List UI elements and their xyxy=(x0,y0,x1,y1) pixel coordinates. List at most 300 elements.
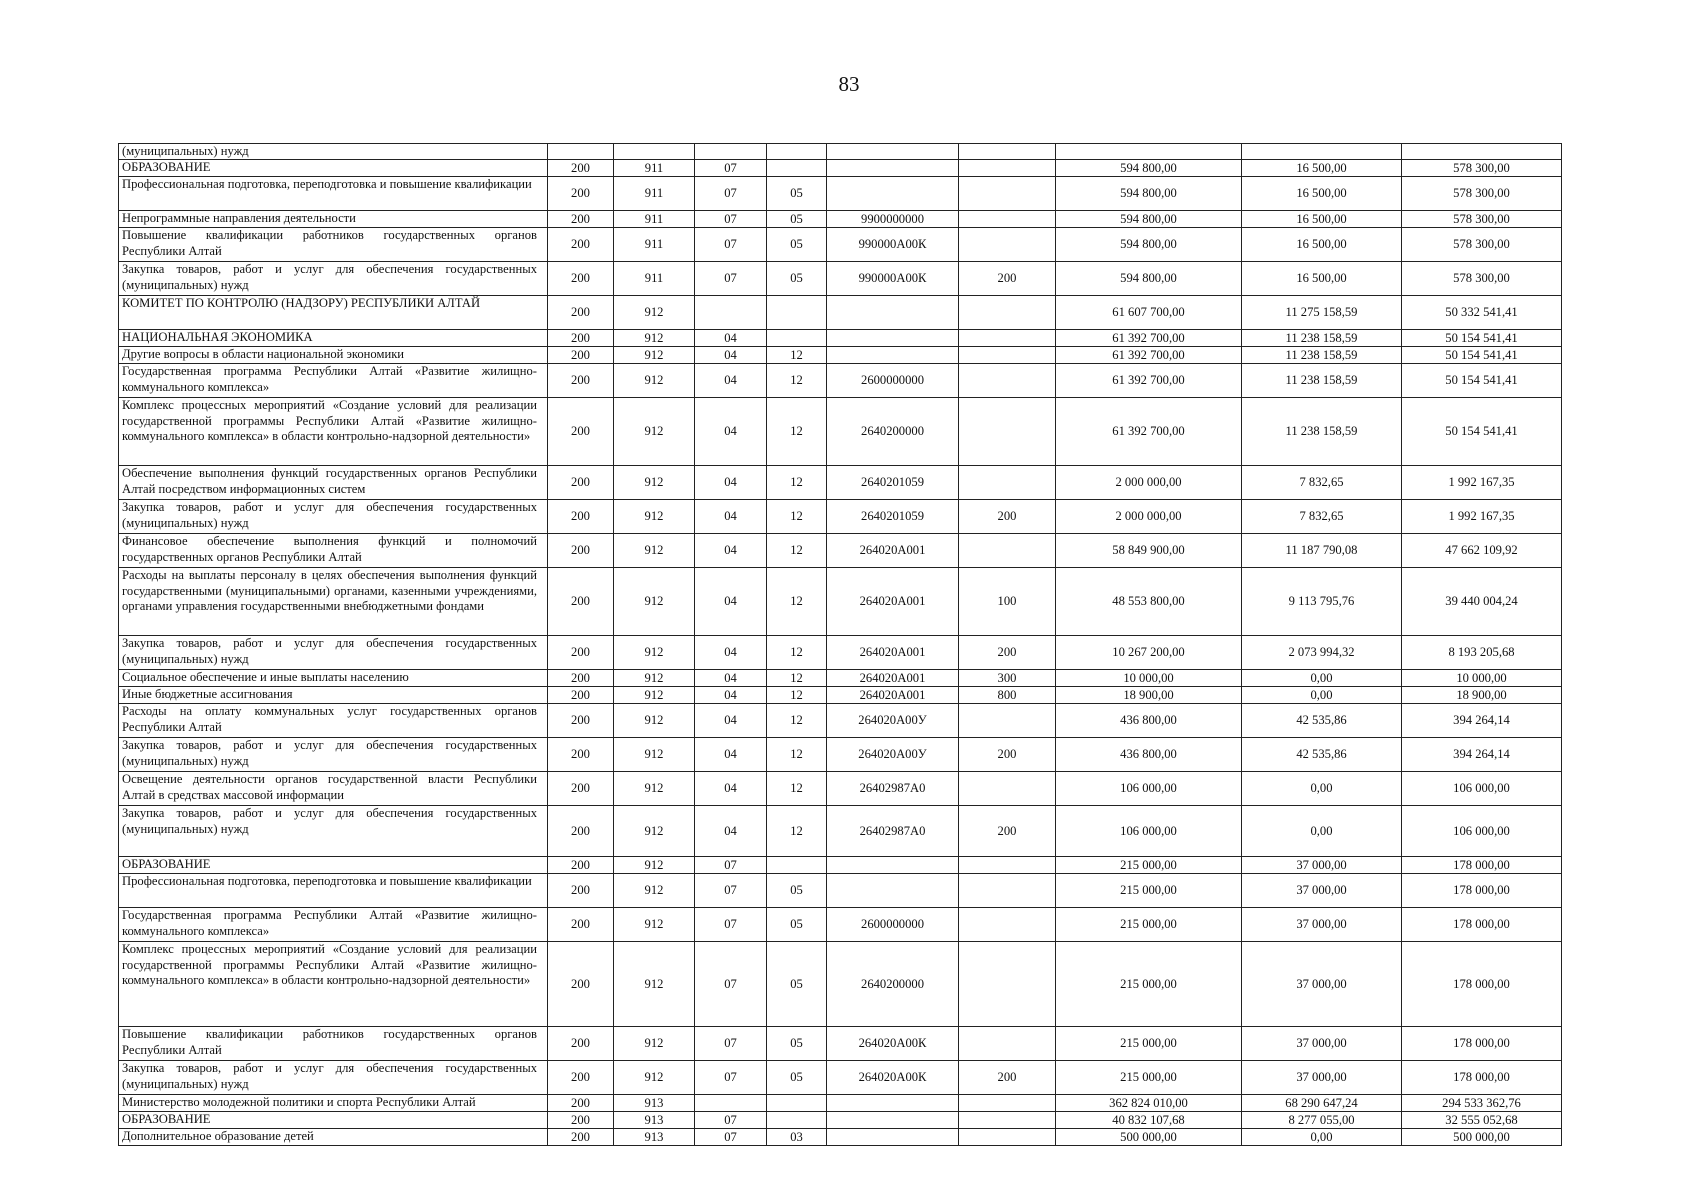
target-article-cell: 264020А001 xyxy=(827,534,959,568)
expense-type-cell xyxy=(959,704,1056,738)
remaining-amount-cell: 47 662 109,92 xyxy=(1402,534,1562,568)
row-name: Расходы на выплаты персоналу в целях обеспечения выполнения функций государственными (муниципальными) органами, казенными учреждениями, органами управления государственными внебюджетными фондами xyxy=(119,568,548,636)
executed-amount-cell: 37 000,00 xyxy=(1242,942,1402,1027)
approved-amount-cell: 215 000,00 xyxy=(1056,1061,1242,1095)
subsection-code-cell: 05 xyxy=(767,1027,827,1061)
grbs-code-cell: 912 xyxy=(614,857,695,874)
rz-code-cell: 200 xyxy=(548,874,614,908)
subsection-code-cell xyxy=(767,144,827,160)
table-row xyxy=(119,211,1562,228)
grbs-code-cell: 913 xyxy=(614,1112,695,1129)
executed-amount-cell: 37 000,00 xyxy=(1242,874,1402,908)
executed-amount-cell: 11 238 158,59 xyxy=(1242,330,1402,347)
remaining-amount-cell: 178 000,00 xyxy=(1402,1027,1562,1061)
subsection-code-cell: 05 xyxy=(767,1061,827,1095)
subsection-code-cell xyxy=(767,160,827,177)
subsection-code-cell xyxy=(767,330,827,347)
remaining-amount-cell: 178 000,00 xyxy=(1402,874,1562,908)
table-row xyxy=(119,330,1562,347)
subsection-code-cell: 12 xyxy=(767,364,827,398)
approved-amount-cell: 215 000,00 xyxy=(1056,942,1242,1027)
row-name: Дополнительное образование детей xyxy=(119,1129,548,1146)
table-row xyxy=(119,874,1562,908)
section-code-cell xyxy=(695,144,767,160)
table-row xyxy=(119,1112,1562,1129)
row-name: Закупка товаров, работ и услуг для обеспечения государственных (муниципальных) нужд xyxy=(119,500,548,534)
row-name: (муниципальных) нужд xyxy=(119,144,548,160)
table-row xyxy=(119,534,1562,568)
subsection-code-cell: 05 xyxy=(767,874,827,908)
section-code-cell: 04 xyxy=(695,670,767,687)
rz-code-cell: 200 xyxy=(548,1061,614,1095)
remaining-amount-cell: 394 264,14 xyxy=(1402,704,1562,738)
grbs-code-cell: 911 xyxy=(614,262,695,296)
expense-type-cell xyxy=(959,1129,1056,1146)
target-article-cell: 264020А00У xyxy=(827,704,959,738)
section-code-cell: 07 xyxy=(695,1112,767,1129)
grbs-code-cell: 912 xyxy=(614,806,695,857)
rz-code-cell: 200 xyxy=(548,211,614,228)
expense-type-cell xyxy=(959,144,1056,160)
target-article-cell xyxy=(827,347,959,364)
rz-code-cell: 200 xyxy=(548,1112,614,1129)
table-row xyxy=(119,568,1562,636)
row-name: ОБРАЗОВАНИЕ xyxy=(119,1112,548,1129)
grbs-code-cell: 912 xyxy=(614,330,695,347)
executed-amount-cell: 16 500,00 xyxy=(1242,262,1402,296)
target-article-cell: 264020А00К xyxy=(827,1027,959,1061)
rz-code-cell: 200 xyxy=(548,160,614,177)
rz-code-cell: 200 xyxy=(548,500,614,534)
executed-amount-cell: 0,00 xyxy=(1242,670,1402,687)
rz-code-cell: 200 xyxy=(548,330,614,347)
approved-amount-cell: 2 000 000,00 xyxy=(1056,466,1242,500)
section-code-cell: 07 xyxy=(695,228,767,262)
approved-amount-cell: 594 800,00 xyxy=(1056,228,1242,262)
grbs-code-cell: 912 xyxy=(614,942,695,1027)
executed-amount-cell: 11 238 158,59 xyxy=(1242,364,1402,398)
expense-type-cell xyxy=(959,228,1056,262)
grbs-code-cell: 912 xyxy=(614,636,695,670)
row-name: Обеспечение выполнения функций государственных органов Республики Алтай посредством информационных систем xyxy=(119,466,548,500)
section-code-cell: 07 xyxy=(695,874,767,908)
subsection-code-cell: 12 xyxy=(767,398,827,466)
subsection-code-cell: 12 xyxy=(767,738,827,772)
subsection-code-cell: 12 xyxy=(767,670,827,687)
remaining-amount-cell: 50 154 541,41 xyxy=(1402,364,1562,398)
section-code-cell xyxy=(695,296,767,330)
table-row xyxy=(119,177,1562,211)
target-article-cell xyxy=(827,160,959,177)
row-name: Государственная программа Республики Алтай «Развитие жилищно-коммунального комплекса» xyxy=(119,908,548,942)
approved-amount-cell: 215 000,00 xyxy=(1056,874,1242,908)
expense-type-cell xyxy=(959,364,1056,398)
remaining-amount-cell: 50 154 541,41 xyxy=(1402,330,1562,347)
target-article-cell: 2600000000 xyxy=(827,364,959,398)
expense-type-cell xyxy=(959,1027,1056,1061)
rz-code-cell: 200 xyxy=(548,908,614,942)
target-article-cell xyxy=(827,1095,959,1112)
rz-code-cell: 200 xyxy=(548,1129,614,1146)
approved-amount-cell: 215 000,00 xyxy=(1056,908,1242,942)
section-code-cell: 07 xyxy=(695,160,767,177)
table-row xyxy=(119,398,1562,466)
table-row xyxy=(119,466,1562,500)
remaining-amount-cell: 1 992 167,35 xyxy=(1402,500,1562,534)
target-article-cell: 264020А001 xyxy=(827,568,959,636)
grbs-code-cell: 912 xyxy=(614,347,695,364)
row-name: Другие вопросы в области национальной экономики xyxy=(119,347,548,364)
subsection-code-cell xyxy=(767,296,827,330)
rz-code-cell: 200 xyxy=(548,177,614,211)
expense-type-cell: 200 xyxy=(959,636,1056,670)
remaining-amount-cell: 1 992 167,35 xyxy=(1402,466,1562,500)
expense-type-cell: 200 xyxy=(959,738,1056,772)
target-article-cell: 990000А00К xyxy=(827,262,959,296)
grbs-code-cell: 912 xyxy=(614,364,695,398)
executed-amount-cell: 37 000,00 xyxy=(1242,1061,1402,1095)
subsection-code-cell: 12 xyxy=(767,636,827,670)
row-name: Повышение квалификации работников государственных органов Республики Алтай xyxy=(119,228,548,262)
target-article-cell: 2640201059 xyxy=(827,466,959,500)
target-article-cell xyxy=(827,1112,959,1129)
grbs-code-cell: 911 xyxy=(614,160,695,177)
executed-amount-cell: 42 535,86 xyxy=(1242,704,1402,738)
row-name: Комплекс процессных мероприятий «Создание условий для реализации государственной программы Республики Алтай «Развитие жилищно-коммунального комплекса» в области контрольно-надзорной деятельности» xyxy=(119,942,548,1027)
remaining-amount-cell: 39 440 004,24 xyxy=(1402,568,1562,636)
expense-type-cell xyxy=(959,398,1056,466)
section-code-cell: 07 xyxy=(695,1027,767,1061)
section-code-cell: 04 xyxy=(695,772,767,806)
executed-amount-cell: 2 073 994,32 xyxy=(1242,636,1402,670)
executed-amount-cell: 0,00 xyxy=(1242,687,1402,704)
rz-code-cell: 200 xyxy=(548,704,614,738)
subsection-code-cell: 12 xyxy=(767,347,827,364)
subsection-code-cell: 05 xyxy=(767,211,827,228)
approved-amount-cell: 61 392 700,00 xyxy=(1056,364,1242,398)
subsection-code-cell xyxy=(767,1095,827,1112)
table-row xyxy=(119,296,1562,330)
grbs-code-cell xyxy=(614,144,695,160)
subsection-code-cell: 12 xyxy=(767,534,827,568)
grbs-code-cell: 912 xyxy=(614,534,695,568)
target-article-cell: 26402987А0 xyxy=(827,772,959,806)
target-article-cell xyxy=(827,1129,959,1146)
remaining-amount-cell: 50 154 541,41 xyxy=(1402,347,1562,364)
row-name: Расходы на оплату коммунальных услуг государственных органов Республики Алтай xyxy=(119,704,548,738)
row-name: Повышение квалификации работников государственных органов Республики Алтай xyxy=(119,1027,548,1061)
expense-type-cell: 200 xyxy=(959,1061,1056,1095)
subsection-code-cell: 12 xyxy=(767,772,827,806)
subsection-code-cell: 05 xyxy=(767,228,827,262)
executed-amount-cell: 11 275 158,59 xyxy=(1242,296,1402,330)
remaining-amount-cell: 178 000,00 xyxy=(1402,942,1562,1027)
executed-amount-cell: 8 277 055,00 xyxy=(1242,1112,1402,1129)
rz-code-cell: 200 xyxy=(548,262,614,296)
rz-code-cell: 200 xyxy=(548,228,614,262)
target-article-cell: 2640201059 xyxy=(827,500,959,534)
section-code-cell: 04 xyxy=(695,466,767,500)
remaining-amount-cell: 394 264,14 xyxy=(1402,738,1562,772)
table-row xyxy=(119,636,1562,670)
row-name: Государственная программа Республики Алтай «Развитие жилищно-коммунального комплекса» xyxy=(119,364,548,398)
approved-amount-cell: 61 392 700,00 xyxy=(1056,398,1242,466)
approved-amount-cell: 18 900,00 xyxy=(1056,687,1242,704)
row-name: ОБРАЗОВАНИЕ xyxy=(119,160,548,177)
row-name: Освещение деятельности органов государственной власти Республики Алтай в средствах массовой информации xyxy=(119,772,548,806)
remaining-amount-cell: 32 555 052,68 xyxy=(1402,1112,1562,1129)
row-name: Профессиональная подготовка, переподготовка и повышение квалификации xyxy=(119,177,548,211)
expense-type-cell xyxy=(959,772,1056,806)
target-article-cell xyxy=(827,874,959,908)
grbs-code-cell: 912 xyxy=(614,908,695,942)
grbs-code-cell: 912 xyxy=(614,398,695,466)
grbs-code-cell: 912 xyxy=(614,500,695,534)
remaining-amount-cell: 578 300,00 xyxy=(1402,211,1562,228)
remaining-amount-cell: 178 000,00 xyxy=(1402,908,1562,942)
page-number: 83 xyxy=(838,72,860,96)
executed-amount-cell: 11 238 158,59 xyxy=(1242,347,1402,364)
rz-code-cell: 200 xyxy=(548,636,614,670)
executed-amount-cell: 11 187 790,08 xyxy=(1242,534,1402,568)
section-code-cell: 04 xyxy=(695,534,767,568)
grbs-code-cell: 911 xyxy=(614,228,695,262)
target-article-cell: 264020А001 xyxy=(827,670,959,687)
remaining-amount-cell: 294 533 362,76 xyxy=(1402,1095,1562,1112)
row-name: Закупка товаров, работ и услуг для обеспечения государственных (муниципальных) нужд xyxy=(119,738,548,772)
row-name: Закупка товаров, работ и услуг для обеспечения государственных (муниципальных) нужд xyxy=(119,262,548,296)
grbs-code-cell: 912 xyxy=(614,296,695,330)
approved-amount-cell: 106 000,00 xyxy=(1056,772,1242,806)
executed-amount-cell: 16 500,00 xyxy=(1242,177,1402,211)
rz-code-cell: 200 xyxy=(548,806,614,857)
target-article-cell xyxy=(827,144,959,160)
target-article-cell: 2640200000 xyxy=(827,942,959,1027)
target-article-cell: 26402987А0 xyxy=(827,806,959,857)
section-code-cell: 07 xyxy=(695,857,767,874)
expense-type-cell: 300 xyxy=(959,670,1056,687)
target-article-cell: 264020А001 xyxy=(827,636,959,670)
section-code-cell: 04 xyxy=(695,330,767,347)
row-name: Министерство молодежной политики и спорта Республики Алтай xyxy=(119,1095,548,1112)
target-article-cell: 2640200000 xyxy=(827,398,959,466)
table-row xyxy=(119,670,1562,687)
row-name: Закупка товаров, работ и услуг для обеспечения государственных (муниципальных) нужд xyxy=(119,1061,548,1095)
table-row xyxy=(119,262,1562,296)
remaining-amount-cell: 178 000,00 xyxy=(1402,1061,1562,1095)
executed-amount-cell: 16 500,00 xyxy=(1242,228,1402,262)
grbs-code-cell: 911 xyxy=(614,177,695,211)
remaining-amount-cell: 578 300,00 xyxy=(1402,262,1562,296)
row-name: КОМИТЕТ ПО КОНТРОЛЮ (НАДЗОРУ) РЕСПУБЛИКИ АЛТАЙ xyxy=(119,296,548,330)
expense-type-cell xyxy=(959,330,1056,347)
target-article-cell: 264020А001 xyxy=(827,687,959,704)
executed-amount-cell: 0,00 xyxy=(1242,806,1402,857)
row-name: Комплекс процессных мероприятий «Создание условий для реализации государственной программы Республики Алтай «Развитие жилищно-коммунального комплекса» в области контрольно-надзорной деятельности» xyxy=(119,398,548,466)
target-article-cell xyxy=(827,177,959,211)
approved-amount-cell: 594 800,00 xyxy=(1056,177,1242,211)
section-code-cell: 04 xyxy=(695,568,767,636)
section-code-cell: 04 xyxy=(695,806,767,857)
target-article-cell xyxy=(827,857,959,874)
approved-amount-cell: 594 800,00 xyxy=(1056,211,1242,228)
section-code-cell: 07 xyxy=(695,942,767,1027)
executed-amount-cell: 16 500,00 xyxy=(1242,160,1402,177)
subsection-code-cell: 05 xyxy=(767,908,827,942)
grbs-code-cell: 912 xyxy=(614,1061,695,1095)
approved-amount-cell: 61 392 700,00 xyxy=(1056,347,1242,364)
grbs-code-cell: 912 xyxy=(614,687,695,704)
expense-type-cell xyxy=(959,466,1056,500)
rz-code-cell: 200 xyxy=(548,347,614,364)
remaining-amount-cell: 578 300,00 xyxy=(1402,177,1562,211)
executed-amount-cell: 7 832,65 xyxy=(1242,466,1402,500)
executed-amount-cell: 37 000,00 xyxy=(1242,908,1402,942)
remaining-amount-cell: 500 000,00 xyxy=(1402,1129,1562,1146)
grbs-code-cell: 912 xyxy=(614,874,695,908)
approved-amount-cell: 594 800,00 xyxy=(1056,262,1242,296)
grbs-code-cell: 911 xyxy=(614,211,695,228)
rz-code-cell xyxy=(548,144,614,160)
table-row xyxy=(119,687,1562,704)
row-name: Профессиональная подготовка, переподготовка и повышение квалификации xyxy=(119,874,548,908)
grbs-code-cell: 912 xyxy=(614,466,695,500)
subsection-code-cell: 05 xyxy=(767,262,827,296)
grbs-code-cell: 912 xyxy=(614,704,695,738)
approved-amount-cell: 2 000 000,00 xyxy=(1056,500,1242,534)
remaining-amount-cell: 18 900,00 xyxy=(1402,687,1562,704)
table-row xyxy=(119,704,1562,738)
expense-type-cell: 800 xyxy=(959,687,1056,704)
target-article-cell xyxy=(827,296,959,330)
row-name: Иные бюджетные ассигнования xyxy=(119,687,548,704)
grbs-code-cell: 913 xyxy=(614,1129,695,1146)
executed-amount-cell: 16 500,00 xyxy=(1242,211,1402,228)
table-row xyxy=(119,738,1562,772)
approved-amount-cell: 594 800,00 xyxy=(1056,160,1242,177)
subsection-code-cell xyxy=(767,857,827,874)
table-row xyxy=(119,144,1562,160)
target-article-cell: 264020А00К xyxy=(827,1061,959,1095)
target-article-cell: 9900000000 xyxy=(827,211,959,228)
section-code-cell: 04 xyxy=(695,704,767,738)
approved-amount-cell: 106 000,00 xyxy=(1056,806,1242,857)
table-row xyxy=(119,857,1562,874)
table-row xyxy=(119,347,1562,364)
subsection-code-cell: 12 xyxy=(767,568,827,636)
subsection-code-cell: 03 xyxy=(767,1129,827,1146)
expense-type-cell xyxy=(959,857,1056,874)
section-code-cell: 04 xyxy=(695,636,767,670)
row-name: НАЦИОНАЛЬНАЯ ЭКОНОМИКА xyxy=(119,330,548,347)
row-name: Социальное обеспечение и иные выплаты населению xyxy=(119,670,548,687)
target-article-cell: 990000А00К xyxy=(827,228,959,262)
section-code-cell: 07 xyxy=(695,177,767,211)
approved-amount-cell: 10 267 200,00 xyxy=(1056,636,1242,670)
expense-type-cell xyxy=(959,160,1056,177)
section-code-cell: 04 xyxy=(695,500,767,534)
row-name: Непрограммные направления деятельности xyxy=(119,211,548,228)
approved-amount-cell: 436 800,00 xyxy=(1056,704,1242,738)
rz-code-cell: 200 xyxy=(548,670,614,687)
approved-amount-cell: 61 607 700,00 xyxy=(1056,296,1242,330)
grbs-code-cell: 912 xyxy=(614,670,695,687)
remaining-amount-cell: 106 000,00 xyxy=(1402,772,1562,806)
target-article-cell: 2600000000 xyxy=(827,908,959,942)
grbs-code-cell: 912 xyxy=(614,738,695,772)
expense-type-cell xyxy=(959,908,1056,942)
subsection-code-cell: 12 xyxy=(767,687,827,704)
row-name: Финансовое обеспечение выполнения функций и полномочий государственных органов Республики Алтай xyxy=(119,534,548,568)
expense-type-cell xyxy=(959,211,1056,228)
rz-code-cell: 200 xyxy=(548,772,614,806)
remaining-amount-cell: 50 332 541,41 xyxy=(1402,296,1562,330)
remaining-amount-cell: 178 000,00 xyxy=(1402,857,1562,874)
approved-amount-cell: 215 000,00 xyxy=(1056,1027,1242,1061)
rz-code-cell: 200 xyxy=(548,466,614,500)
table-row xyxy=(119,500,1562,534)
executed-amount-cell: 68 290 647,24 xyxy=(1242,1095,1402,1112)
approved-amount-cell: 58 849 900,00 xyxy=(1056,534,1242,568)
approved-amount-cell xyxy=(1056,144,1242,160)
target-article-cell xyxy=(827,330,959,347)
remaining-amount-cell: 10 000,00 xyxy=(1402,670,1562,687)
approved-amount-cell: 40 832 107,68 xyxy=(1056,1112,1242,1129)
remaining-amount-cell: 8 193 205,68 xyxy=(1402,636,1562,670)
executed-amount-cell: 42 535,86 xyxy=(1242,738,1402,772)
remaining-amount-cell: 578 300,00 xyxy=(1402,160,1562,177)
rz-code-cell: 200 xyxy=(548,687,614,704)
table-row xyxy=(119,160,1562,177)
rz-code-cell: 200 xyxy=(548,1095,614,1112)
subsection-code-cell xyxy=(767,1112,827,1129)
target-article-cell: 264020А00У xyxy=(827,738,959,772)
table-row xyxy=(119,228,1562,262)
table-row xyxy=(119,772,1562,806)
expense-type-cell: 200 xyxy=(959,500,1056,534)
approved-amount-cell: 436 800,00 xyxy=(1056,738,1242,772)
subsection-code-cell: 12 xyxy=(767,806,827,857)
approved-amount-cell: 48 553 800,00 xyxy=(1056,568,1242,636)
subsection-code-cell: 05 xyxy=(767,942,827,1027)
executed-amount-cell: 0,00 xyxy=(1242,772,1402,806)
row-name: Закупка товаров, работ и услуг для обеспечения государственных (муниципальных) нужд xyxy=(119,636,548,670)
table-row xyxy=(119,908,1562,942)
section-code-cell xyxy=(695,1095,767,1112)
executed-amount-cell: 37 000,00 xyxy=(1242,1027,1402,1061)
expense-type-cell xyxy=(959,874,1056,908)
expense-type-cell: 200 xyxy=(959,262,1056,296)
table-row xyxy=(119,806,1562,857)
approved-amount-cell: 10 000,00 xyxy=(1056,670,1242,687)
subsection-code-cell: 12 xyxy=(767,500,827,534)
approved-amount-cell: 362 824 010,00 xyxy=(1056,1095,1242,1112)
section-code-cell: 04 xyxy=(695,738,767,772)
executed-amount-cell: 0,00 xyxy=(1242,1129,1402,1146)
section-code-cell: 04 xyxy=(695,687,767,704)
rz-code-cell: 200 xyxy=(548,857,614,874)
table-row xyxy=(119,942,1562,1027)
table-row xyxy=(119,1095,1562,1112)
section-code-cell: 07 xyxy=(695,1061,767,1095)
table-row xyxy=(119,1061,1562,1095)
rz-code-cell: 200 xyxy=(548,534,614,568)
budget-table xyxy=(118,143,1562,1146)
expense-type-cell xyxy=(959,347,1056,364)
rz-code-cell: 200 xyxy=(548,398,614,466)
section-code-cell: 07 xyxy=(695,908,767,942)
grbs-code-cell: 913 xyxy=(614,1095,695,1112)
